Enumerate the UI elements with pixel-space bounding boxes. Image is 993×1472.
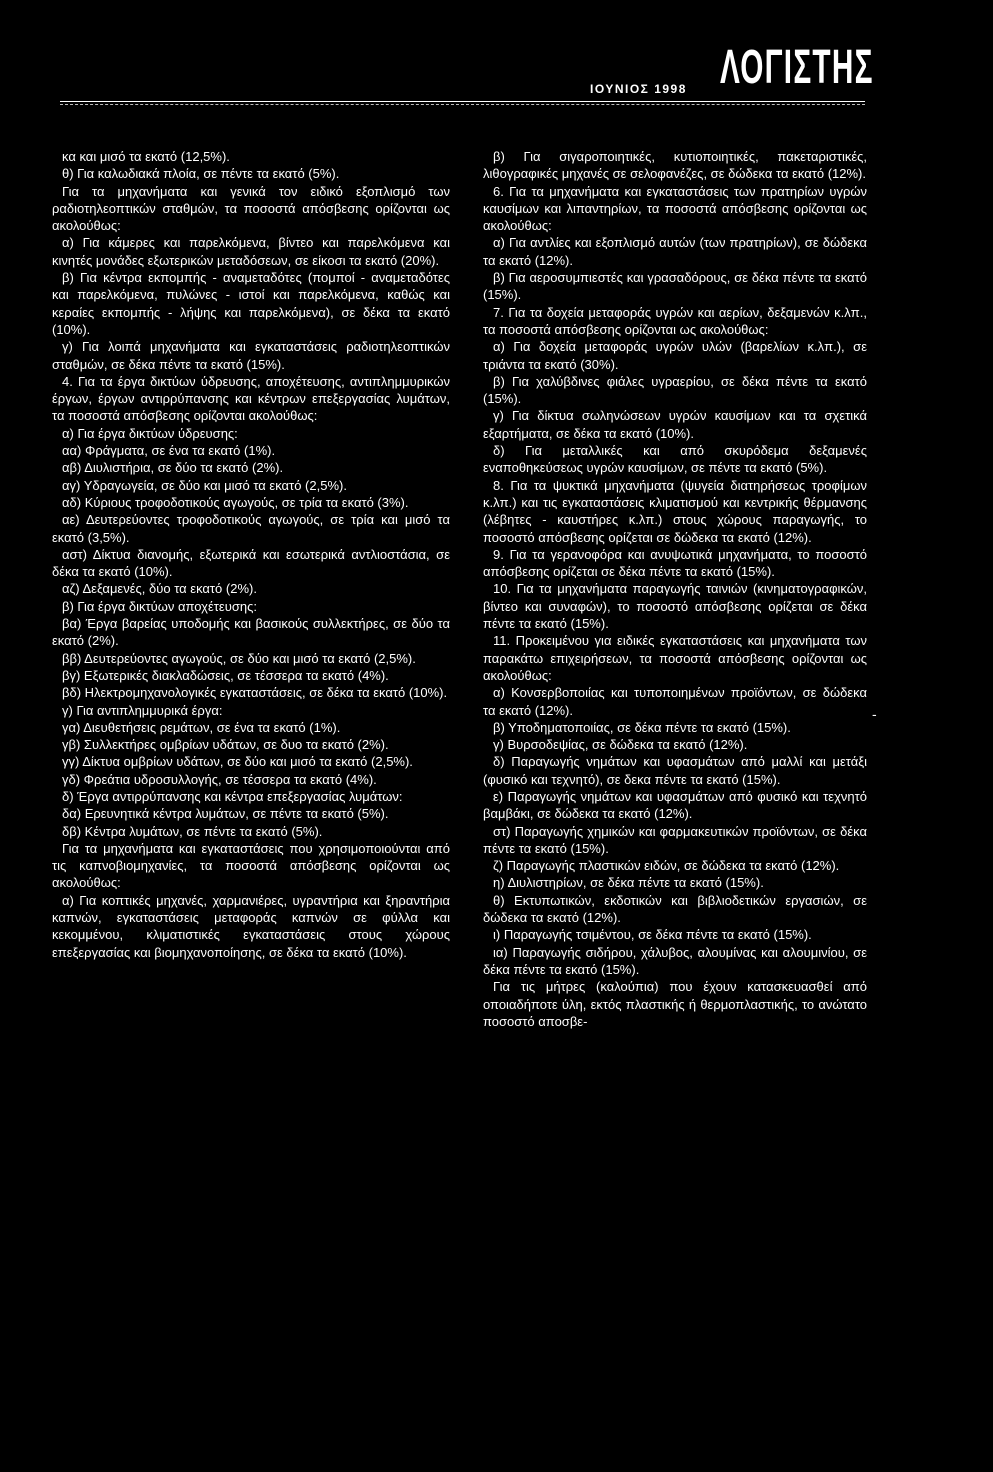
paragraph: β) Για έργα δικτύων αποχέτευσης: — [62, 598, 257, 614]
paragraph: δβ) Κέντρα λυμάτων, σε πέντε τα εκατό (5%). — [62, 823, 323, 839]
paragraph: δ) Για μεταλλικές και από σκυρόδεμα δεξαμενές εναποθηκεύσεως υγρών καυσίμων, σε πέντε τα εκατό (5%). — [483, 443, 867, 476]
header-rule — [60, 101, 865, 102]
paragraph: 7. Για τα δοχεία μεταφοράς υγρών και αερίων, δεξαμενών κ.λπ., τα ποσοστά απόσβεσης ορίζονται ως ακολούθως: — [483, 304, 867, 337]
paragraph: γβ) Συλλεκτήρες ομβρίων υδάτων, σε δυο τα εκατό (2%). — [62, 737, 389, 753]
paragraph: β) Για σιγαροποιητικές, κυτιοποιητικές, πακεταριστικές, λιθογραφικές μηχανές σε σελοφανέζες, σε δώδεκα τα εκατό (12%). — [483, 149, 867, 182]
paragraph: 9. Για τα γερανοφόρα και ανυψωτικά μηχανήματα, το ποσοστό απόσβεσης ορίζεται σε δέκα πέντε τα εκατό (15%). — [483, 546, 867, 580]
paragraph: β) Για χαλύβδινες φιάλες υγραερίου, σε δέκα πέντε τα εκατό (15%). — [483, 373, 867, 407]
paragraph: γ) Για λοιπά μηχανήματα και εγκαταστάσεις ραδιοτηλεοπτικών σταθμών, σε δέκα πέντε τα εκατό (15%). — [52, 339, 450, 372]
paragraph: α) Για κοπτικές μηχανές, χαρμανιέρες, υγραντήρια και ξηραντήρια καπνών, εγκαταστάσεις μεταφοράς καπνών σε φύλλα και κεκομμένου, κλιματιστικές εγκαταστάσεις στους χώρους επεξεργασίας και βιομηχανοποίησης, σε δέκα τα εκατό (10%). — [52, 892, 450, 960]
paragraph: α) Για έργα δικτύων ύδρευσης: — [62, 425, 238, 441]
paragraph: β) Υποδηματοποιίας, σε δέκα πέντε τα εκατό (15%). — [493, 719, 791, 735]
paragraph: αδ) Κύριους τροφοδοτικούς αγωγούς, σε τρία τα εκατό (3%). — [62, 494, 409, 510]
paragraph: 10. Για τα μηχανήματα παραγωγής ταινιών (κινηματογραφικών, βίντεο και συναφών), το ποσοστό απόσβεσης ορίζεται σε δέκα πέντε τα εκατό (15%). — [483, 581, 867, 632]
paragraph: α) Κονσερβοποιίας και τυποποιημένων προϊόντων, σε δώδεκα τα εκατό (12%). — [483, 685, 867, 718]
paragraph: δ) Παραγωγής νημάτων και υφασμάτων από μαλλί και μετάξι (φυσικό και τεχνητό), σε δεκα πέντε τα εκατό (15%). — [483, 754, 867, 787]
paragraph: γγ) Δίκτυα ομβρίων υδάτων, σε δύο και μισό τα εκατό (2,5%). — [62, 754, 413, 770]
paragraph: στ) Παραγωγής χημικών και φαρμακευτικών προϊόντων, σε δέκα πέντε τα εκατό (15%). — [483, 823, 867, 856]
page-header — [0, 0, 993, 110]
issue-date: ΙΟΥΝΙΟΣ 1998 — [590, 82, 687, 96]
margin-mark: - — [872, 706, 877, 722]
paragraph: α) Για κάμερες και παρελκόμενα, βίντεο και παρελκόμενα και κινητές μονάδες εξωτερικών μεταδόσεων, σε είκοσι τα εκατό (20%). — [52, 235, 450, 268]
paragraph: κα και μισό τα εκατό (12,5%). — [62, 149, 230, 164]
paragraph: ε) Παραγωγής νημάτων και υφασμάτων από φυσικό και τεχνητό βαμβάκι, σε δώδεκα τα εκατό (12%). — [483, 788, 867, 822]
paragraph: Για τα μηχανήματα και γενικά τον ειδικό εξοπλισμό των ραδιοτηλεοπτικών σταθμών, τα ποσοστά απόσβεσης ορίζονται ως ακολούθως: — [52, 183, 450, 234]
paragraph: ζ) Παραγωγής πλαστικών ειδών, σε δώδεκα τα εκατό (12%). — [493, 858, 840, 874]
paragraph: 4. Για τα έργα δικτύων ύδρευσης, αποχέτευσης, αντιπλημμυρικών έργων, έργων αντιρρύπανσης και κέντρων επεξεργασίας λυμάτων, τα ποσοστά απόσβεσης ορίζονται ακολούθως: — [52, 373, 450, 424]
paragraph: αβ) Διυλιστήρια, σε δύο τα εκατό (2%). — [62, 460, 284, 476]
paragraph: ια) Παραγωγής σιδήρου, χάλυβος, αλουμίνας και αλουμινίου, σε δέκα πέντε τα εκατό (15%). — [483, 944, 867, 977]
paragraph: ι) Παραγωγής τσιμέντου, σε δέκα πέντε τα εκατό (15%). — [493, 927, 812, 943]
paragraph: 6. Για τα μηχανήματα και εγκαταστάσεις των πρατηρίων υγρών καυσίμων και λιπαντηρίων, τα ποσοστά απόσβεσης ορίζονται ως ακολούθως: — [483, 183, 867, 234]
paragraph: γ) Για δίκτυα σωληνώσεων υγρών καυσίμων και τα σχετικά εξαρτήματα, σε δέκα τα εκατό (10%). — [483, 408, 867, 441]
paragraph: α) Για δοχεία μεταφοράς υγρών υλών (βαρελίων κ.λπ.), σε τριάντα τα εκατό (30%). — [483, 339, 867, 372]
paragraph: β) Για κέντρα εκπομπής - αναμεταδότες (πομποί - αναμεταδότες και παρελκόμενα, πυλώνες - ιστοί και παρελκόμενα, καθώς και κεραίες εκπομπής - λήψης και παρελκόμενα), σε δέκα τα εκατό (10%). — [52, 270, 450, 337]
paragraph: αα) Φράγματα, σε ένα τα εκατό (1%). — [62, 443, 276, 459]
paragraph: βγ) Εξωτερικές διακλαδώσεις, σε τέσσερα τα εκατό (4%). — [62, 667, 389, 683]
paragraph: γ) Για αντιπλημμυρικά έργα: — [62, 702, 223, 718]
paragraph: δ) Έργα αντιρρύπανσης και κέντρα επεξεργασίας λυμάτων: — [62, 788, 403, 804]
left-column — [52, 148, 450, 961]
paragraph: αζ) Δεξαμενές, δύο τα εκατό (2%). — [62, 581, 257, 597]
header-rule-dashed — [60, 104, 865, 105]
paragraph: δα) Ερευνητικά κέντρα λυμάτων, σε πέντε τα εκατό (5%). — [62, 806, 389, 822]
paragraph: αε) Δευτερεύοντες τροφοδοτικούς αγωγούς, σε τρία και μισό τα εκατό (3,5%). — [52, 512, 450, 545]
paragraph: θ) Εκτυπωτικών, εκδοτικών και βιβλιοδετικών εργασιών, σε δώδεκα τα εκατό (12%). — [483, 892, 867, 926]
paragraph: βδ) Ηλεκτρομηχανολογικές εγκαταστάσεις, σε δέκα τα εκατό (10%). — [62, 685, 448, 701]
paragraph: γδ) Φρεάτια υδροσυλλογής, σε τέσσερα τα εκατό (4%). — [62, 771, 377, 787]
paragraph: Για τις μήτρες (καλούπια) που έχουν κατασκευασθεί από οποιαδήποτε ύλη, εκτός πλαστικής ή θερμοπλαστικής, το ανώτατο ποσοστό αποσβε- — [483, 979, 867, 1029]
paragraph: αγ) Υδραγωγεία, σε δύο και μισό τα εκατό (2,5%). — [62, 477, 347, 493]
paragraph: θ) Για καλωδιακά πλοία, σε πέντε τα εκατό (5%). — [62, 166, 340, 182]
paragraph: 11. Προκειμένου για ειδικές εγκαταστάσεις και μηχανήματα των παρακάτω επιχειρήσεων, τα ποσοστά απόσβεσης ορίζονται ως ακολούθως: — [483, 633, 867, 683]
right-column — [483, 148, 867, 1030]
paragraph: γα) Διευθετήσεις ρεμάτων, σε ένα τα εκατό (1%). — [62, 719, 341, 735]
paragraph: αστ) Δίκτυα διανομής, εξωτερικά και εσωτερικά αντλιοστάσια, σε δέκα τα εκατό (10%). — [52, 546, 450, 580]
paragraph: η) Διυλιστηρίων, σε δέκα πέντε τα εκατό (15%). — [493, 875, 764, 891]
paragraph: βα) Έργα βαρείας υποδομής και βασικούς συλλεκτήρες, σε δύο τα εκατό (2%). — [52, 616, 450, 649]
paragraph: ββ) Δευτερεύοντες αγωγούς, σε δύο και μισό τα εκατό (2,5%). — [62, 650, 416, 666]
magazine-title: ΛΟΓΙΣΤΗΣ — [720, 41, 874, 94]
paragraph: γ) Βυρσοδεψίας, σε δώδεκα τα εκατό (12%). — [493, 737, 748, 753]
paragraph: 8. Για τα ψυκτικά μηχανήματα (ψυγεία διατηρήσεως τροφίμων κ.λπ.) και τις εγκαταστάσεις κλιματισμού και κεντρικής θέρμανσης (λέβητες - καυστήρες κ.λπ.) στους χώρους παραγωγής, το ποσοστό απόσβεσης ορίζεται σε δώδεκα τα εκατό (12%). — [483, 477, 867, 545]
paragraph: β) Για αεροσυμπιεστές και γρασαδόρους, σε δέκα πέντε τα εκατό (15%). — [483, 270, 867, 303]
paragraph: α) Για αντλίες και εξοπλισμό αυτών (των πρατηρίων), σε δώδεκα τα εκατό (12%). — [483, 235, 867, 268]
paragraph: Για τα μηχανήματα και εγκαταστάσεις που χρησιμοποιούνται από τις καπνοβιομηχανίες, τα ποσοστά απόσβεσης ορίζονται ως ακολούθως: — [52, 840, 450, 891]
